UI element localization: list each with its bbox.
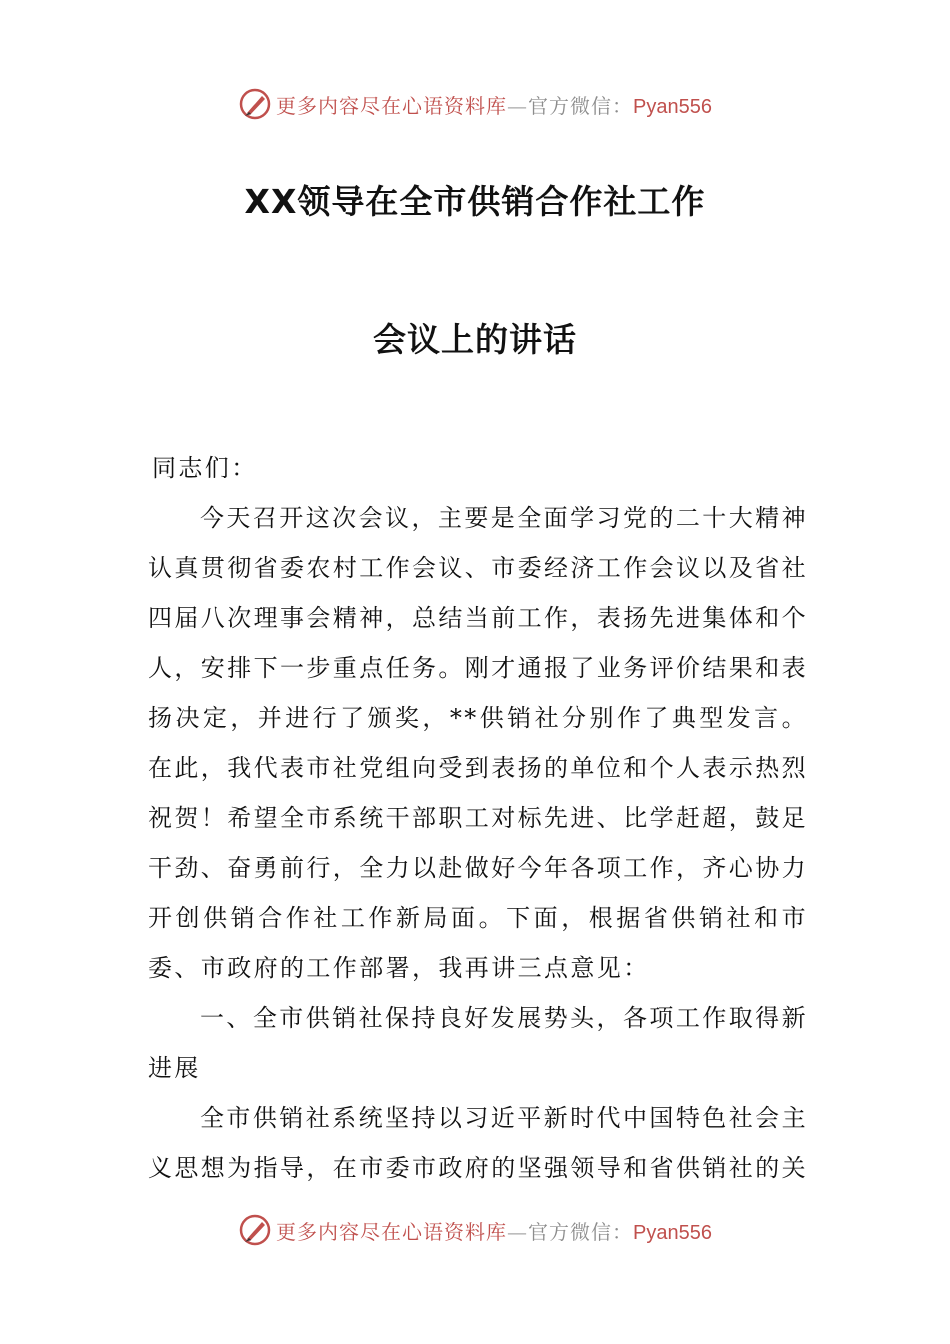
salutation: 同志们：: [152, 454, 258, 482]
header-watermark: [0, 82, 950, 126]
section-heading-1: 一、全市供销社保持良好发展势头，各项工作取得新进展: [148, 1004, 808, 1082]
watermark-sub-text: 官方微信：: [528, 1219, 634, 1244]
footer-watermark: [0, 1208, 950, 1252]
watermark-main-text: 更多内容尽在心语资料库: [276, 1219, 508, 1244]
paragraph-section-1: 全市供销社系统坚持以习近平新时代中国特色社会主义思想为指导，在市委市政府的坚强领导和省供销社的关: [148, 1104, 808, 1182]
watermark-main-text: 更多内容尽在心语资料库: [276, 93, 508, 118]
pen-logo-icon: [238, 87, 272, 121]
pen-logo-icon: [238, 1213, 272, 1247]
document-body: [148, 443, 808, 1193]
watermark-dash: —: [507, 93, 529, 118]
paragraph-intro: 今天召开这次会议，主要是全面学习党的二十大精神认真贯彻省委农村工作会议、市委经济工作会议以及省社四届八次理事会精神，总结当前工作，表扬先进集体和个人，安排下一步重点任务。刚才通报了业务评价结果和表扬决定，并进行了颁奖，**供销社分别作了典型发言。在此，我代表市社党组向受到表扬的单位和个人表示热烈祝贺！希望全市系统干部职工对标先进、比学赶超，鼓足干劲、奋勇前行，全力以赴做好今年各项工作，齐心协力开创供销合作社工作新局面。下面，根据省供销社和市委、市政府的工作部署，我再讲三点意见：: [148, 504, 808, 982]
document-title-line2: 会议上的讲话: [373, 320, 577, 359]
document-title-line1: XX领导在全市供销合作社工作: [244, 182, 706, 221]
watermark-wechat-id: Pyan556: [633, 1221, 712, 1244]
watermark-wechat-id: Pyan556: [633, 95, 712, 118]
watermark-sub-text: 官方微信：: [528, 93, 634, 118]
watermark-dash: —: [507, 1219, 529, 1244]
